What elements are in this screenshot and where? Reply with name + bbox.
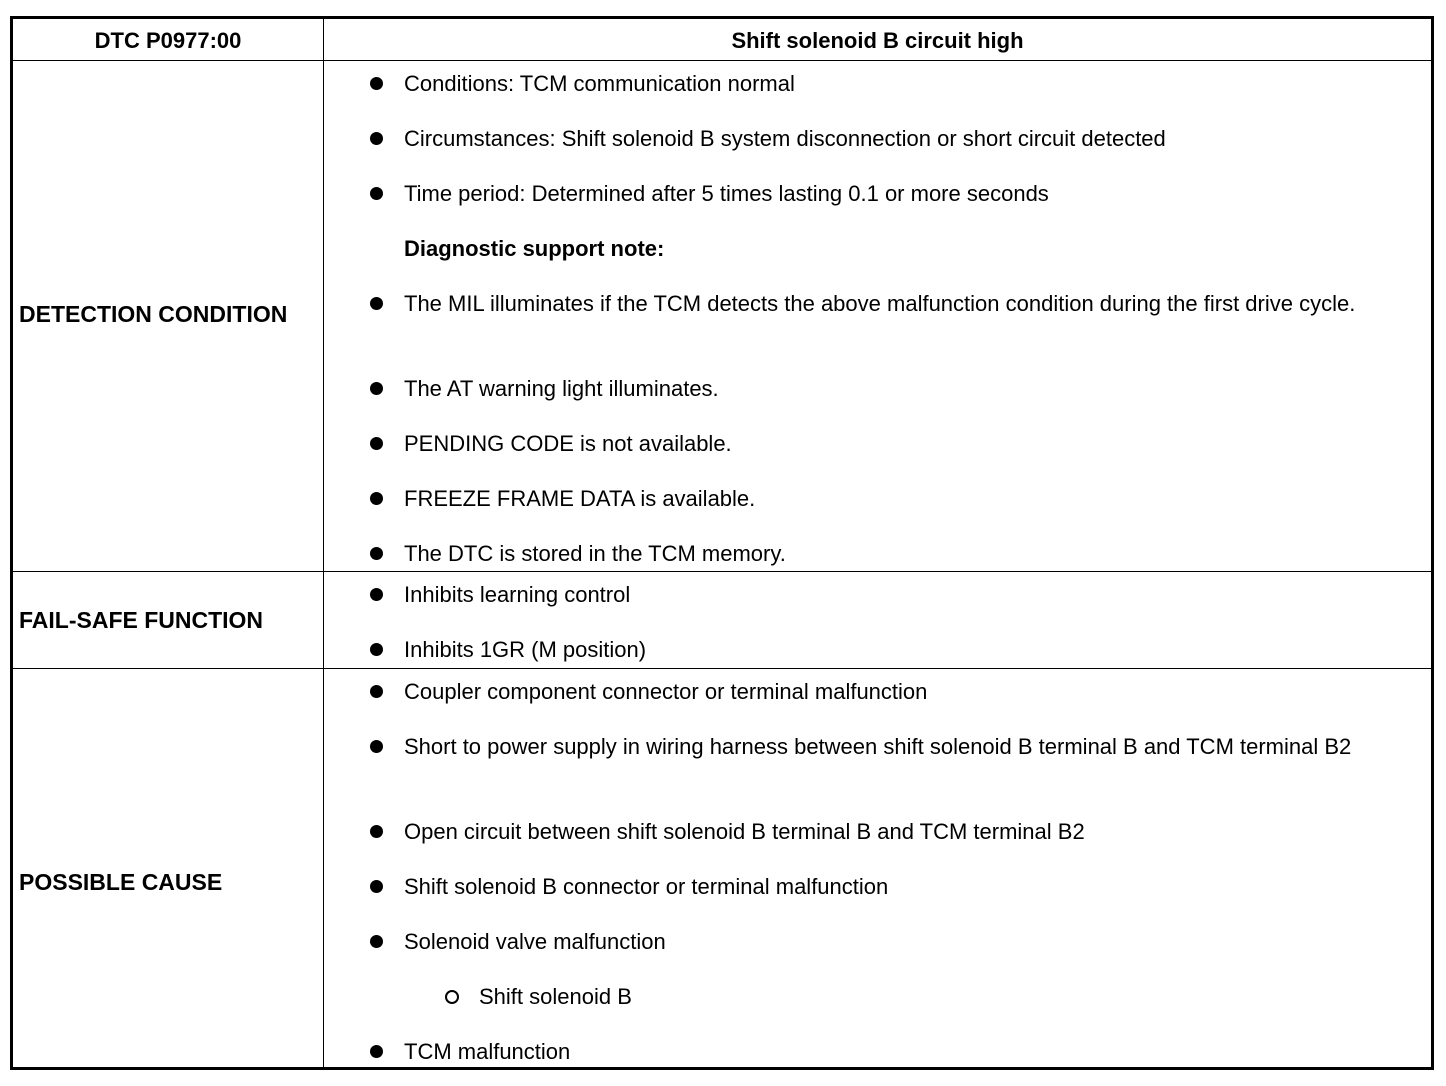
sub-list-item-text: Shift solenoid B — [479, 984, 632, 1009]
list-item — [404, 289, 1371, 319]
fail-safe-content-cell — [324, 572, 1431, 668]
dtc-code: DTC P0977:00 — [94, 28, 242, 53]
bullet-icon — [370, 825, 383, 838]
bullet-icon — [370, 643, 383, 656]
bullet-icon — [370, 935, 383, 948]
detection-condition-row — [13, 61, 1431, 572]
list-item — [404, 817, 1371, 847]
fail-safe-label-cell — [13, 572, 324, 668]
detection-label-cell — [13, 61, 324, 571]
sub-list-item — [479, 982, 1371, 1012]
list-item — [404, 677, 1371, 707]
list-item-text: Coupler component connector or terminal malfunction — [404, 679, 928, 704]
fail-safe-label: FAIL-SAFE FUNCTION — [19, 607, 264, 633]
list-item — [404, 635, 1371, 665]
bullet-icon — [370, 685, 383, 698]
list-item-text: Conditions: TCM communication normal — [404, 71, 795, 96]
fail-safe-row — [13, 572, 1431, 669]
possible-cause-label: POSSIBLE CAUSE — [19, 869, 223, 895]
list-item — [404, 124, 1371, 154]
bullet-icon — [370, 382, 383, 395]
list-item-text: PENDING CODE is not available. — [404, 431, 732, 456]
bullet-icon — [370, 547, 383, 560]
list-item — [404, 179, 1371, 209]
list-item-text: FREEZE FRAME DATA is available. — [404, 486, 756, 511]
list-item-text: Circumstances: Shift solenoid B system disconnection or short circuit detected — [404, 126, 1166, 151]
bullet-icon — [370, 187, 383, 200]
header-code-cell — [13, 19, 324, 60]
bullet-icon — [370, 77, 383, 90]
list-item — [404, 429, 1371, 459]
bullet-icon — [370, 132, 383, 145]
list-item — [404, 872, 1371, 902]
list-item-text: Shift solenoid B connector or terminal malfunction — [404, 874, 889, 899]
list-item — [404, 1037, 1371, 1067]
header-row — [13, 19, 1431, 61]
list-item — [404, 69, 1371, 99]
list-item — [404, 580, 1371, 610]
header-title-cell — [324, 19, 1431, 60]
detection-label: DETECTION CONDITION — [19, 301, 288, 327]
list-item-text: The AT warning light illuminates. — [404, 376, 719, 401]
list-item — [404, 732, 1371, 762]
possible-cause-content-cell — [324, 669, 1431, 1067]
list-item-text: Inhibits 1GR (M position) — [404, 637, 647, 662]
possible-cause-row — [13, 669, 1431, 1067]
list-item-text: TCM malfunction — [404, 1039, 571, 1064]
hollow-bullet-icon — [445, 990, 459, 1004]
diagnostic-note-heading: Diagnostic support note: — [404, 236, 665, 261]
bullet-icon — [370, 297, 383, 310]
list-item — [404, 484, 1371, 514]
list-item-text: Time period: Determined after 5 times lasting 0.1 or more seconds — [404, 181, 1049, 206]
list-item-text: The DTC is stored in the TCM memory. — [404, 541, 786, 566]
bullet-icon — [370, 880, 383, 893]
dtc-table — [10, 16, 1434, 1070]
bullet-icon — [370, 588, 383, 601]
bullet-icon — [370, 740, 383, 753]
list-item-text: Short to power supply in wiring harness between shift solenoid B terminal B and TCM terminal B2 — [404, 734, 1352, 759]
list-item-text: Solenoid valve malfunction — [404, 929, 666, 954]
list-item — [404, 539, 1371, 569]
detection-content-cell — [324, 61, 1431, 571]
list-item-text: Inhibits learning control — [404, 582, 631, 607]
list-item — [404, 927, 1371, 957]
list-item-text: The MIL illuminates if the TCM detects the above malfunction condition during the first drive cycle. — [404, 291, 1356, 316]
bullet-icon — [370, 1045, 383, 1058]
bullet-icon — [370, 492, 383, 505]
list-item-text: Open circuit between shift solenoid B terminal B and TCM terminal B2 — [404, 819, 1085, 844]
dtc-title: Shift solenoid B circuit high — [731, 28, 1024, 53]
possible-cause-label-cell — [13, 669, 324, 1067]
bullet-icon — [370, 437, 383, 450]
list-item — [404, 374, 1371, 404]
